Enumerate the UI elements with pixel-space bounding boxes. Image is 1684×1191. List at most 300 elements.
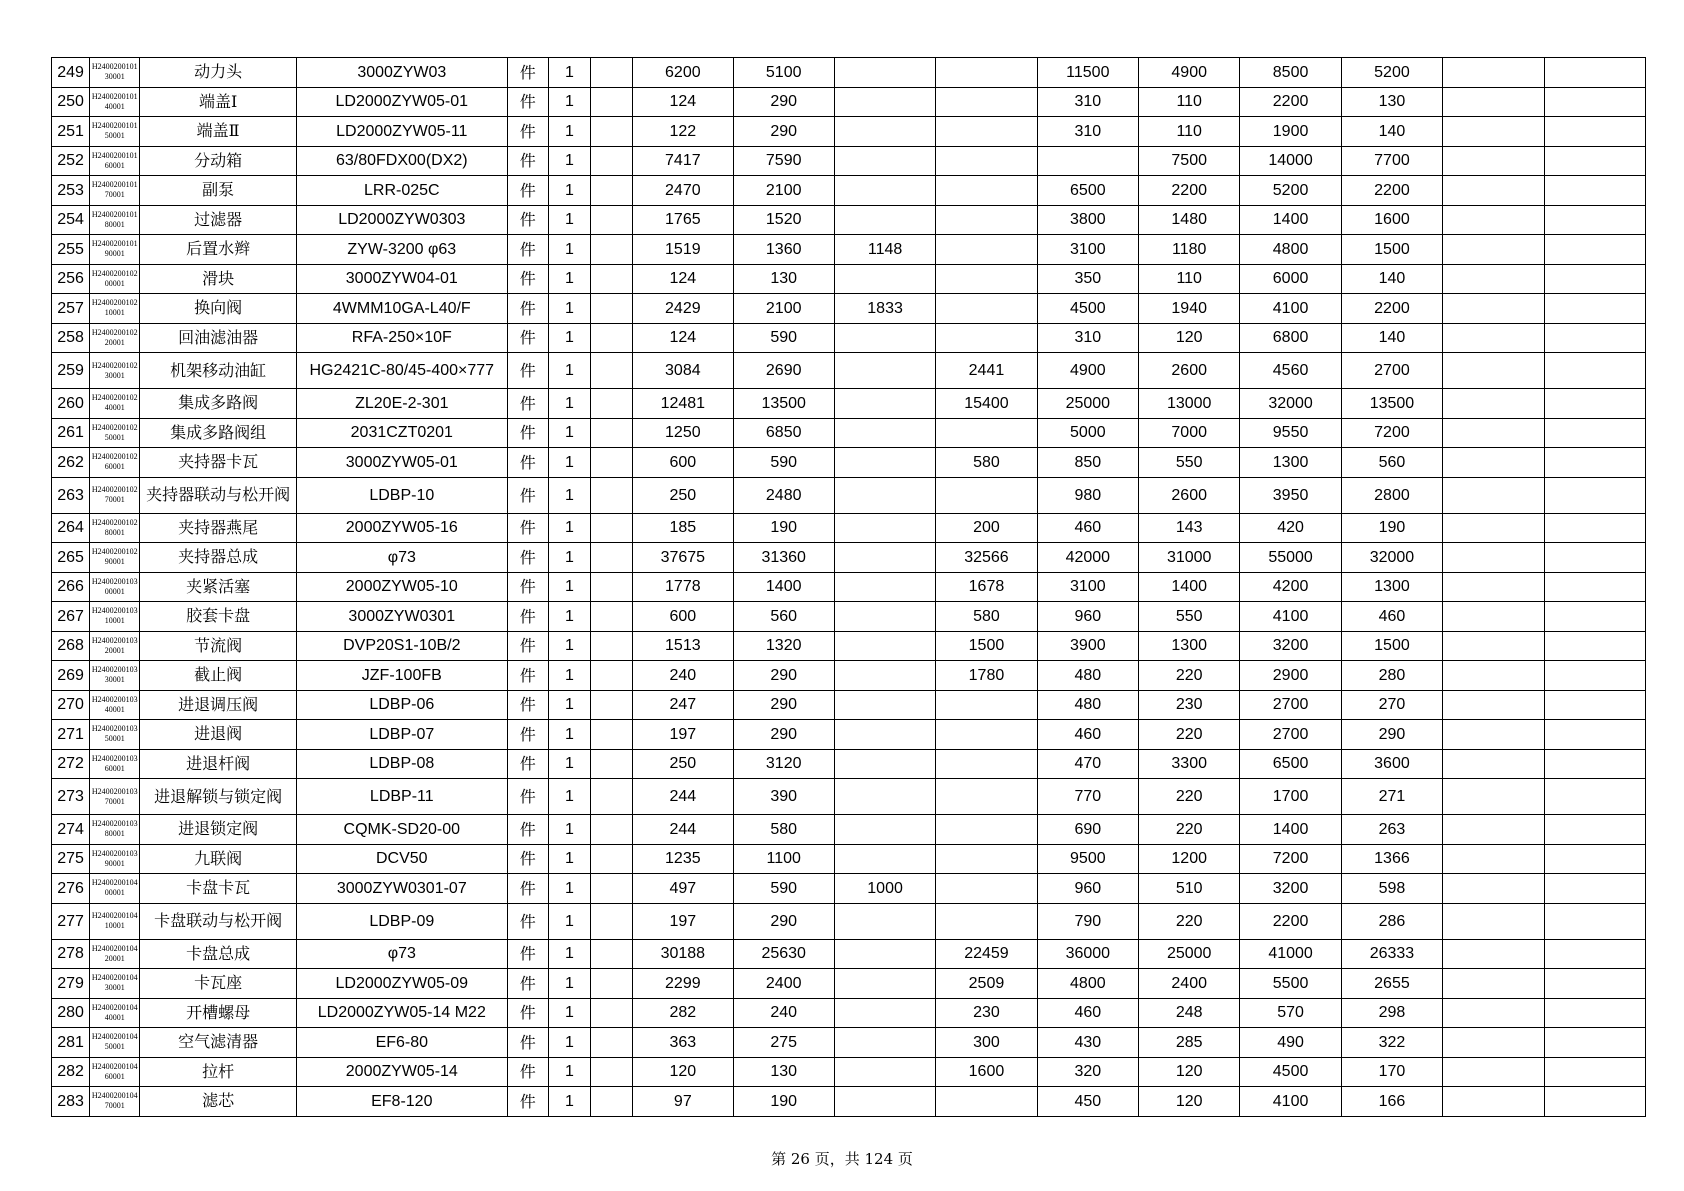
value-col-16	[1443, 720, 1544, 750]
item-code: H240020010150001	[90, 117, 140, 147]
item-unit: 件	[507, 176, 548, 206]
item-code: H240020010450001	[90, 1028, 140, 1058]
value-col-14: 4100	[1240, 1087, 1341, 1117]
item-spec: RFA-250×10F	[296, 323, 507, 353]
value-col-9: 560	[733, 602, 834, 632]
value-col-17	[1544, 690, 1645, 720]
value-col-12: 460	[1037, 720, 1138, 750]
item-name: 动力头	[140, 58, 297, 88]
table-row	[52, 323, 1646, 353]
value-col-7	[590, 264, 632, 294]
value-col-17	[1544, 146, 1645, 176]
value-col-14: 6000	[1240, 264, 1341, 294]
value-col-17	[1544, 1028, 1645, 1058]
value-col-7	[590, 477, 632, 513]
value-col-13: 1940	[1139, 294, 1240, 324]
value-col-11	[936, 1087, 1037, 1117]
value-col-11	[936, 690, 1037, 720]
table-row	[52, 448, 1646, 478]
item-spec: EF6-80	[296, 1028, 507, 1058]
value-col-8: 197	[633, 903, 733, 939]
value-col-7	[590, 418, 632, 448]
value-col-9: 190	[733, 1087, 834, 1117]
item-spec: LD2000ZYW05-09	[296, 969, 507, 999]
value-col-17	[1544, 969, 1645, 999]
item-name: 进退锁定阀	[140, 815, 297, 845]
value-col-8: 97	[633, 1087, 733, 1117]
value-col-17	[1544, 779, 1645, 815]
row-number: 255	[52, 235, 90, 265]
item-name: 卡盘卡瓦	[140, 874, 297, 904]
item-unit: 件	[507, 146, 548, 176]
value-col-12: 960	[1037, 874, 1138, 904]
value-col-11	[936, 176, 1037, 206]
value-col-11	[936, 58, 1037, 88]
value-col-7	[590, 235, 632, 265]
value-col-17	[1544, 749, 1645, 779]
table-row	[52, 543, 1646, 573]
value-col-11: 230	[936, 998, 1037, 1028]
row-number: 282	[52, 1057, 90, 1087]
value-col-13: 220	[1139, 779, 1240, 815]
item-code: H240020010390001	[90, 844, 140, 874]
value-col-11	[936, 844, 1037, 874]
value-col-15: 270	[1341, 690, 1442, 720]
value-col-15: 2200	[1341, 294, 1442, 324]
table-row	[52, 205, 1646, 235]
value-col-11: 22459	[936, 939, 1037, 969]
table-row	[52, 844, 1646, 874]
table-row	[52, 146, 1646, 176]
table-row	[52, 998, 1646, 1028]
item-unit: 件	[507, 205, 548, 235]
item-spec: 3000ZYW0301	[296, 602, 507, 632]
value-col-7	[590, 87, 632, 117]
item-spec: ZYW-3200 φ63	[296, 235, 507, 265]
value-col-8: 3084	[633, 353, 733, 389]
item-name: 卡盘联动与松开阀	[140, 903, 297, 939]
value-col-16	[1443, 235, 1544, 265]
item-spec: DVP20S1-10B/2	[296, 631, 507, 661]
row-number: 270	[52, 690, 90, 720]
value-col-13: 2600	[1139, 477, 1240, 513]
value-col-12: 790	[1037, 903, 1138, 939]
value-col-14: 3200	[1240, 631, 1341, 661]
item-name: 夹持器总成	[140, 543, 297, 573]
value-col-11	[936, 874, 1037, 904]
item-code: H240020010300001	[90, 572, 140, 602]
value-col-7	[590, 749, 632, 779]
value-col-12: 470	[1037, 749, 1138, 779]
item-name: 回油滤油器	[140, 323, 297, 353]
item-unit: 件	[507, 418, 548, 448]
value-col-14: 2700	[1240, 690, 1341, 720]
value-col-12: 320	[1037, 1057, 1138, 1087]
item-name: 滑块	[140, 264, 297, 294]
value-col-13: 1300	[1139, 631, 1240, 661]
value-col-7	[590, 602, 632, 632]
value-col-13: 143	[1139, 513, 1240, 543]
item-unit: 件	[507, 117, 548, 147]
item-name: 进退调压阀	[140, 690, 297, 720]
value-col-15: 1366	[1341, 844, 1442, 874]
row-number: 264	[52, 513, 90, 543]
value-col-13: 7500	[1139, 146, 1240, 176]
table-row	[52, 389, 1646, 419]
item-spec: LDBP-11	[296, 779, 507, 815]
page-number: 第 26 页，共 124 页	[771, 1150, 913, 1168]
row-number: 278	[52, 939, 90, 969]
value-col-8: 250	[633, 749, 733, 779]
value-col-13: 110	[1139, 264, 1240, 294]
value-col-10	[834, 844, 935, 874]
value-col-14: 8500	[1240, 58, 1341, 88]
table-row	[52, 353, 1646, 389]
value-col-8: 250	[633, 477, 733, 513]
value-col-15: 32000	[1341, 543, 1442, 573]
value-col-12: 25000	[1037, 389, 1138, 419]
value-col-15: 130	[1341, 87, 1442, 117]
item-code: H240020010260001	[90, 448, 140, 478]
value-col-12: 310	[1037, 117, 1138, 147]
item-code: H240020010250001	[90, 418, 140, 448]
value-col-10	[834, 661, 935, 691]
value-col-10	[834, 146, 935, 176]
item-name: 副泵	[140, 176, 297, 206]
item-name: 后置水辫	[140, 235, 297, 265]
value-col-10	[834, 353, 935, 389]
value-col-10	[834, 418, 935, 448]
table-row	[52, 572, 1646, 602]
value-col-15: 26333	[1341, 939, 1442, 969]
row-number: 279	[52, 969, 90, 999]
value-col-10	[834, 939, 935, 969]
value-col-9: 6850	[733, 418, 834, 448]
value-col-8: 12481	[633, 389, 733, 419]
value-col-10	[834, 448, 935, 478]
value-col-16	[1443, 294, 1544, 324]
value-col-16	[1443, 939, 1544, 969]
value-col-9: 290	[733, 903, 834, 939]
value-col-7	[590, 1087, 632, 1117]
value-col-12: 9500	[1037, 844, 1138, 874]
value-col-8: 1513	[633, 631, 733, 661]
value-col-16	[1443, 58, 1544, 88]
value-col-11	[936, 749, 1037, 779]
value-col-8: 7417	[633, 146, 733, 176]
value-col-7	[590, 661, 632, 691]
item-unit: 件	[507, 690, 548, 720]
value-col-7	[590, 513, 632, 543]
value-col-16	[1443, 389, 1544, 419]
value-col-9: 5100	[733, 58, 834, 88]
value-col-8: 1778	[633, 572, 733, 602]
value-col-11	[936, 205, 1037, 235]
value-col-12: 770	[1037, 779, 1138, 815]
value-col-13: 220	[1139, 720, 1240, 750]
value-col-16	[1443, 602, 1544, 632]
value-col-15: 166	[1341, 1087, 1442, 1117]
item-code: H240020010270001	[90, 477, 140, 513]
value-col-15: 140	[1341, 117, 1442, 147]
value-col-12: 480	[1037, 661, 1138, 691]
row-number: 274	[52, 815, 90, 845]
value-col-9: 2690	[733, 353, 834, 389]
item-qty: 1	[548, 844, 590, 874]
value-col-13: 285	[1139, 1028, 1240, 1058]
item-qty: 1	[548, 1028, 590, 1058]
item-spec: EF8-120	[296, 1087, 507, 1117]
item-qty: 1	[548, 661, 590, 691]
item-unit: 件	[507, 477, 548, 513]
value-col-16	[1443, 477, 1544, 513]
value-col-10	[834, 1057, 935, 1087]
value-col-8: 600	[633, 602, 733, 632]
item-code: H240020010440001	[90, 998, 140, 1028]
value-col-12: 6500	[1037, 176, 1138, 206]
value-col-11: 200	[936, 513, 1037, 543]
item-spec: LDBP-08	[296, 749, 507, 779]
value-col-14: 14000	[1240, 146, 1341, 176]
value-col-7	[590, 631, 632, 661]
value-col-14: 3200	[1240, 874, 1341, 904]
item-name: 开槽螺母	[140, 998, 297, 1028]
item-qty: 1	[548, 117, 590, 147]
value-col-10	[834, 572, 935, 602]
value-col-17	[1544, 389, 1645, 419]
item-unit: 件	[507, 513, 548, 543]
value-col-9: 290	[733, 87, 834, 117]
item-code: H240020010350001	[90, 720, 140, 750]
item-unit: 件	[507, 389, 548, 419]
item-name: 端盖Ⅰ	[140, 87, 297, 117]
item-spec: φ73	[296, 543, 507, 573]
value-col-14: 1900	[1240, 117, 1341, 147]
item-unit: 件	[507, 572, 548, 602]
value-col-7	[590, 844, 632, 874]
item-unit: 件	[507, 353, 548, 389]
value-col-11	[936, 903, 1037, 939]
item-unit: 件	[507, 720, 548, 750]
item-unit: 件	[507, 264, 548, 294]
item-qty: 1	[548, 602, 590, 632]
item-code: H240020010240001	[90, 389, 140, 419]
value-col-17	[1544, 205, 1645, 235]
table-row	[52, 874, 1646, 904]
value-col-12: 350	[1037, 264, 1138, 294]
value-col-13: 248	[1139, 998, 1240, 1028]
value-col-9: 590	[733, 874, 834, 904]
parts-table	[51, 57, 1646, 1117]
value-col-12: 36000	[1037, 939, 1138, 969]
value-col-15: 1500	[1341, 235, 1442, 265]
value-col-16	[1443, 631, 1544, 661]
value-col-16	[1443, 205, 1544, 235]
item-spec: LD2000ZYW05-01	[296, 87, 507, 117]
item-code: H240020010330001	[90, 661, 140, 691]
value-col-12: 5000	[1037, 418, 1138, 448]
item-unit: 件	[507, 448, 548, 478]
table-row	[52, 720, 1646, 750]
value-col-16	[1443, 87, 1544, 117]
value-col-7	[590, 353, 632, 389]
value-col-16	[1443, 176, 1544, 206]
item-spec: LDBP-09	[296, 903, 507, 939]
value-col-13: 4900	[1139, 58, 1240, 88]
item-qty: 1	[548, 389, 590, 419]
value-col-10	[834, 176, 935, 206]
item-code: H240020010200001	[90, 264, 140, 294]
item-spec: LDBP-06	[296, 690, 507, 720]
value-col-11	[936, 323, 1037, 353]
value-col-9: 190	[733, 513, 834, 543]
value-col-16	[1443, 353, 1544, 389]
value-col-7	[590, 572, 632, 602]
value-col-8: 363	[633, 1028, 733, 1058]
value-col-10: 1000	[834, 874, 935, 904]
item-spec: 2031CZT0201	[296, 418, 507, 448]
value-col-17	[1544, 418, 1645, 448]
value-col-9: 130	[733, 264, 834, 294]
value-col-16	[1443, 874, 1544, 904]
row-number: 267	[52, 602, 90, 632]
value-col-14: 4800	[1240, 235, 1341, 265]
item-unit: 件	[507, 87, 548, 117]
item-unit: 件	[507, 815, 548, 845]
value-col-13: 120	[1139, 1057, 1240, 1087]
value-col-16	[1443, 448, 1544, 478]
value-col-9: 25630	[733, 939, 834, 969]
value-col-9: 1520	[733, 205, 834, 235]
value-col-11	[936, 146, 1037, 176]
value-col-13: 120	[1139, 323, 1240, 353]
item-spec: φ73	[296, 939, 507, 969]
value-col-13: 1400	[1139, 572, 1240, 602]
item-code: H240020010470001	[90, 1087, 140, 1117]
value-col-8: 124	[633, 264, 733, 294]
value-col-17	[1544, 661, 1645, 691]
value-col-11	[936, 264, 1037, 294]
item-qty: 1	[548, 205, 590, 235]
value-col-9: 290	[733, 661, 834, 691]
value-col-13: 1200	[1139, 844, 1240, 874]
item-spec: 3000ZYW05-01	[296, 448, 507, 478]
row-number: 265	[52, 543, 90, 573]
value-col-12: 850	[1037, 448, 1138, 478]
value-col-11	[936, 418, 1037, 448]
value-col-17	[1544, 58, 1645, 88]
value-col-17	[1544, 903, 1645, 939]
value-col-14: 420	[1240, 513, 1341, 543]
value-col-13: 2600	[1139, 353, 1240, 389]
value-col-11: 580	[936, 448, 1037, 478]
value-col-10	[834, 969, 935, 999]
item-qty: 1	[548, 543, 590, 573]
value-col-16	[1443, 323, 1544, 353]
value-col-15: 290	[1341, 720, 1442, 750]
value-col-15: 263	[1341, 815, 1442, 845]
value-col-10	[834, 513, 935, 543]
value-col-10	[834, 117, 935, 147]
item-qty: 1	[548, 690, 590, 720]
value-col-7	[590, 389, 632, 419]
item-code: H240020010360001	[90, 749, 140, 779]
value-col-9: 275	[733, 1028, 834, 1058]
item-code: H240020010140001	[90, 87, 140, 117]
value-col-17	[1544, 117, 1645, 147]
value-col-12: 430	[1037, 1028, 1138, 1058]
value-col-11	[936, 235, 1037, 265]
value-col-17	[1544, 513, 1645, 543]
table-row	[52, 779, 1646, 815]
table-row	[52, 602, 1646, 632]
value-col-8: 247	[633, 690, 733, 720]
value-col-8: 244	[633, 815, 733, 845]
item-qty: 1	[548, 294, 590, 324]
value-col-8: 244	[633, 779, 733, 815]
row-number: 258	[52, 323, 90, 353]
item-spec: ZL20E-2-301	[296, 389, 507, 419]
item-code: H240020010420001	[90, 939, 140, 969]
row-number: 277	[52, 903, 90, 939]
value-col-14: 1700	[1240, 779, 1341, 815]
value-col-15: 560	[1341, 448, 1442, 478]
value-col-12	[1037, 146, 1138, 176]
value-col-15: 13500	[1341, 389, 1442, 419]
value-col-12: 980	[1037, 477, 1138, 513]
value-col-13: 550	[1139, 602, 1240, 632]
value-col-14: 2200	[1240, 87, 1341, 117]
item-code: H240020010180001	[90, 205, 140, 235]
value-col-17	[1544, 998, 1645, 1028]
item-code: H240020010290001	[90, 543, 140, 573]
value-col-16	[1443, 117, 1544, 147]
value-col-15: 598	[1341, 874, 1442, 904]
value-col-13: 110	[1139, 117, 1240, 147]
value-col-10	[834, 543, 935, 573]
row-number: 249	[52, 58, 90, 88]
value-col-16	[1443, 543, 1544, 573]
value-col-15: 1500	[1341, 631, 1442, 661]
item-qty: 1	[548, 749, 590, 779]
value-col-10	[834, 903, 935, 939]
value-col-8: 185	[633, 513, 733, 543]
item-qty: 1	[548, 874, 590, 904]
value-col-14: 6800	[1240, 323, 1341, 353]
value-col-12: 460	[1037, 513, 1138, 543]
value-col-14: 4100	[1240, 294, 1341, 324]
row-number: 256	[52, 264, 90, 294]
item-qty: 1	[548, 58, 590, 88]
item-name: 滤芯	[140, 1087, 297, 1117]
value-col-10: 1833	[834, 294, 935, 324]
item-name: 进退解锁与锁定阀	[140, 779, 297, 815]
row-number: 271	[52, 720, 90, 750]
item-code: H240020010230001	[90, 353, 140, 389]
value-col-8: 37675	[633, 543, 733, 573]
value-col-11	[936, 477, 1037, 513]
value-col-17	[1544, 477, 1645, 513]
value-col-15: 271	[1341, 779, 1442, 815]
value-col-12: 460	[1037, 998, 1138, 1028]
item-code: H240020010380001	[90, 815, 140, 845]
item-qty: 1	[548, 87, 590, 117]
value-col-14: 5500	[1240, 969, 1341, 999]
value-col-10	[834, 477, 935, 513]
value-col-7	[590, 939, 632, 969]
value-col-17	[1544, 543, 1645, 573]
item-name: 拉杆	[140, 1057, 297, 1087]
